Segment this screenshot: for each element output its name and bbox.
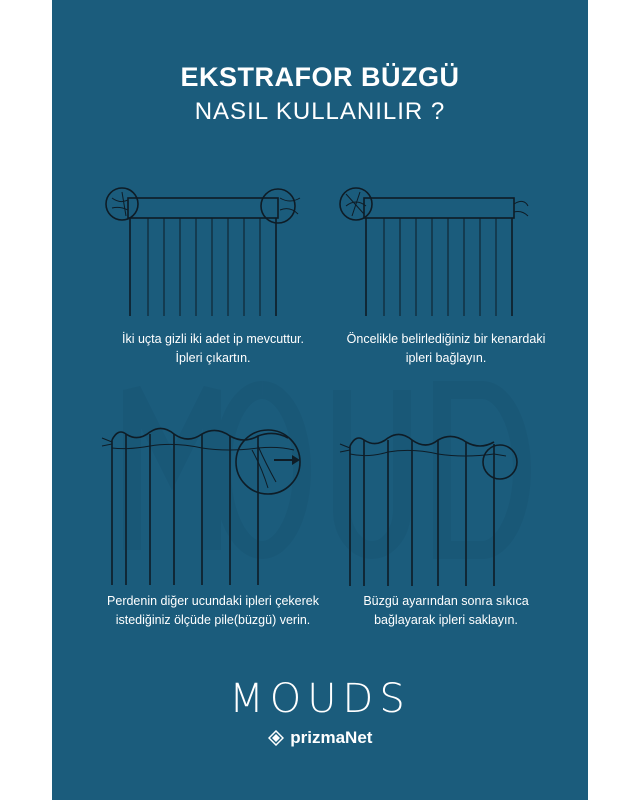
step4-text-line1: Büzgü ayarından sonra sıkıca <box>363 594 529 608</box>
step1-text <box>93 330 333 368</box>
page-title: EKSTRAFOR BÜZGÜ <box>180 62 460 92</box>
step2-illustration <box>334 176 534 326</box>
step3-text-line1: Perdenin diğer ucundaki ipleri çekerek <box>107 594 319 608</box>
step1-text-line2: İpleri çıkartın. <box>175 351 251 365</box>
instruction-panel <box>52 0 588 800</box>
step3-text-line2: istediğiniz ölçüde pile(büzgü) verin. <box>115 613 311 627</box>
prizmanet-logo-text: prizmaNet <box>290 728 373 747</box>
step3-text <box>93 592 333 630</box>
step2-text-line2: ipleri bağlayın. <box>405 351 487 365</box>
step1-text-line1: İki uçta gizli iki adet ip mevcuttur. <box>121 332 305 346</box>
mouds-logo: MOUDS <box>229 676 411 722</box>
page-subtitle: NASIL KULLANILIR ? <box>194 98 446 125</box>
step2-text-line1: Öncelikle belirlediğiniz bir kenardaki <box>346 332 546 346</box>
step4-text-line2: bağlayarak ipleri saklayın. <box>374 613 518 627</box>
step4-text <box>326 592 566 630</box>
prizma-diamond-icon <box>268 730 284 746</box>
step4-illustration <box>338 426 538 591</box>
prizmanet-logo <box>52 728 588 748</box>
step2-text <box>326 330 566 368</box>
step1-illustration <box>108 176 308 326</box>
step3-illustration <box>98 420 328 590</box>
